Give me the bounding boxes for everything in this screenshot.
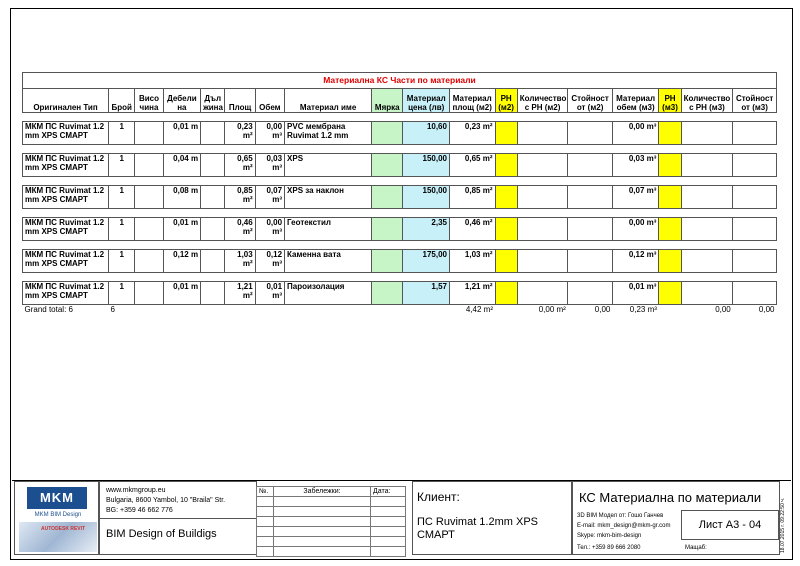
cell-count[interactable]: 1 [109, 250, 135, 273]
cell-thickness[interactable]: 0,01 m [163, 282, 200, 305]
notes-cell[interactable] [274, 547, 371, 557]
notes-cell[interactable] [257, 537, 274, 547]
notes-date-header: Дата: [371, 487, 406, 497]
cell-price[interactable]: 175,00 [403, 250, 450, 273]
cell-material[interactable]: Пароизолация [285, 282, 372, 305]
contact-phone: Тел.: +359 89 666 2080 [577, 545, 641, 551]
row-gap [23, 145, 777, 154]
sheet-title: КС Материална по материали [579, 490, 762, 505]
cell-price[interactable]: 150,00 [403, 186, 450, 209]
cell-cost-m3[interactable] [733, 122, 777, 145]
company-address: Bulgaria, 8600 Yambol, 10 "Braila" Str. [106, 497, 226, 504]
cell-mat-volume[interactable]: 0,00 m³ [612, 122, 659, 145]
cell-ph-m2[interactable] [495, 282, 517, 305]
table-row[interactable] [23, 282, 777, 305]
cell-volume[interactable]: 0,12 m³ [255, 250, 284, 273]
grand-total-empty [201, 305, 225, 317]
cell-area[interactable]: 1,21 m² [225, 282, 255, 305]
cell-cost-m2[interactable] [568, 186, 613, 209]
cell-type[interactable]: МКМ ПС Ruvimat 1.2 mm XPS СМАРТ [23, 122, 109, 145]
cell-volume[interactable]: 0,07 m³ [255, 186, 284, 209]
column-header: Стойност от (м3) [733, 89, 777, 113]
notes-cell[interactable] [274, 497, 371, 507]
column-header: Площ [225, 89, 255, 113]
cell-type[interactable]: МКМ ПС Ruvimat 1.2 mm XPS СМАРТ [23, 218, 109, 241]
cell-thickness[interactable]: 0,04 m [163, 154, 200, 177]
cell-volume[interactable]: 0,00 m³ [255, 218, 284, 241]
grand-total-mat-area: 4,42 m² [465, 305, 493, 314]
sheet-number: Лист А3 - 04 [681, 510, 779, 540]
notes-cell[interactable] [274, 527, 371, 537]
scale-label: Мащаб: [685, 545, 707, 551]
cell-qty-m2[interactable] [517, 186, 568, 209]
cell-mat-area[interactable]: 0,65 m² [449, 154, 495, 177]
cell-height[interactable] [135, 154, 163, 177]
cell-qty-m2[interactable] [517, 154, 568, 177]
notes-cell[interactable] [257, 517, 274, 527]
notes-cell[interactable] [257, 507, 274, 517]
column-header: Дъл жина [201, 89, 225, 113]
company-phone: BG: +359 46 662 776 [106, 507, 173, 514]
grand-total-row [23, 305, 777, 317]
company-info-box [99, 481, 257, 555]
notes-cell[interactable] [257, 497, 274, 507]
grand-total-empty [659, 305, 681, 317]
divider [100, 518, 256, 519]
grand-total-empty [225, 305, 255, 317]
gap-cell [23, 209, 777, 218]
cell-ph-m2[interactable] [495, 218, 517, 241]
cell-area[interactable]: 1,03 m² [225, 250, 255, 273]
gap-cell [23, 273, 777, 282]
contact-email: E-mail: mkm_design@mkm-gr.com [577, 523, 671, 529]
column-header: PH (м3) [659, 89, 681, 113]
grand-total-empty [285, 305, 372, 317]
notes-cell[interactable] [257, 527, 274, 537]
cell-mat-area[interactable]: 0,46 m² [449, 218, 495, 241]
cell-ph-m2[interactable] [495, 122, 517, 145]
sheet-info-box [572, 481, 780, 555]
cell-unit[interactable] [372, 250, 403, 273]
notes-cell[interactable] [274, 507, 371, 517]
cell-area[interactable]: 0,23 m² [225, 122, 255, 145]
cell-area[interactable]: 0,46 m² [225, 218, 255, 241]
row-gap [23, 209, 777, 218]
cell-mat-volume[interactable]: 0,12 m³ [612, 250, 659, 273]
model-author: 3D BIM Модел от: Гошо Ганчев [577, 513, 664, 519]
client-box [412, 481, 572, 555]
grand-total-empty [372, 305, 403, 317]
table-row[interactable] [23, 250, 777, 273]
gap-cell [23, 113, 777, 122]
cell-qty-m3[interactable] [681, 186, 733, 209]
cell-type[interactable]: МКМ ПС Ruvimat 1.2 mm XPS СМАРТ [23, 154, 109, 177]
column-header: Стойност от (м2) [568, 89, 613, 113]
cell-cost-m3[interactable] [733, 154, 777, 177]
cell-length[interactable] [201, 154, 225, 177]
cell-length[interactable] [201, 186, 225, 209]
cell-unit[interactable] [372, 154, 403, 177]
gap-cell [23, 145, 777, 154]
schedule-header-row [23, 89, 777, 113]
row-gap [23, 241, 777, 250]
cell-cost-m3[interactable] [733, 218, 777, 241]
grand-total-empty [403, 305, 450, 317]
cell-length[interactable] [201, 218, 225, 241]
notes-cell[interactable] [371, 537, 406, 547]
column-header: Материал цена (лв) [403, 89, 450, 113]
notes-cell[interactable] [371, 497, 406, 507]
cell-thickness[interactable]: 0,01 m [163, 122, 200, 145]
cell-height[interactable] [135, 218, 163, 241]
company-website[interactable]: www.mkmgroup.eu [106, 487, 166, 494]
column-header: PH (м2) [495, 89, 517, 113]
notes-header: Забележки: [274, 487, 371, 497]
cell-cost-m3[interactable] [733, 250, 777, 273]
cell-thickness[interactable]: 0,12 m [163, 250, 200, 273]
autodesk-revit-label: AUTODESK REVIT [41, 526, 86, 532]
cell-qty-m3[interactable] [681, 218, 733, 241]
cell-mat-volume[interactable]: 0,01 m³ [612, 282, 659, 305]
cell-price[interactable]: 1,57 [403, 282, 450, 305]
grand-total-cost-m2: 0,00 [594, 305, 611, 314]
column-header: Количество с PH (м3) [681, 89, 733, 113]
cell-count[interactable]: 1 [109, 122, 135, 145]
grand-total-mat-volume: 0,23 m³ [629, 305, 657, 314]
cell-ph-m3[interactable] [659, 122, 681, 145]
cell-material[interactable]: PVC мембрана Ruvimat 1.2 mm [285, 122, 372, 145]
cell-qty-m3[interactable] [681, 154, 733, 177]
row-gap [23, 113, 777, 122]
logo-image [19, 522, 97, 552]
cell-ph-m2[interactable] [495, 186, 517, 209]
cell-unit[interactable] [372, 186, 403, 209]
grand-total-qty-m3: 0,00 [715, 305, 731, 314]
cell-qty-m3[interactable] [681, 250, 733, 273]
cell-thickness[interactable]: 0,08 m [163, 186, 200, 209]
column-header: Висо чина [135, 89, 163, 113]
notes-cell[interactable] [371, 547, 406, 557]
column-header: Оригинален Тип [23, 89, 109, 113]
grand-total-qty-m2: 0,00 m² [538, 305, 566, 314]
cell-cost-m2[interactable] [568, 282, 613, 305]
grand-total-empty [495, 305, 517, 317]
logo-box [14, 481, 99, 555]
table-row[interactable] [23, 154, 777, 177]
grand-total-label: Grand total: 6 [24, 305, 73, 314]
notes-no-header: №. [257, 487, 274, 497]
notes-cell[interactable] [371, 507, 406, 517]
notes-cell[interactable] [371, 517, 406, 527]
cell-cost-m2[interactable] [568, 154, 613, 177]
grand-total-count: 6 [110, 305, 115, 314]
cell-mat-area[interactable]: 1,03 m² [449, 250, 495, 273]
cell-length[interactable] [201, 282, 225, 305]
cell-mat-volume[interactable]: 0,00 m³ [612, 218, 659, 241]
cell-ph-m3[interactable] [659, 282, 681, 305]
cell-thickness[interactable]: 0,01 m [163, 218, 200, 241]
table-row[interactable] [23, 186, 777, 209]
cell-ph-m3[interactable] [659, 218, 681, 241]
gap-cell [23, 177, 777, 186]
cell-qty-m3[interactable] [681, 122, 733, 145]
cell-qty-m3[interactable] [681, 282, 733, 305]
cell-height[interactable] [135, 122, 163, 145]
row-gap [23, 177, 777, 186]
schedule-title: Материална КС Части по материали [23, 73, 777, 89]
cell-price[interactable]: 2,35 [403, 218, 450, 241]
cell-qty-m2[interactable] [517, 122, 568, 145]
company-slogan: BIM Design of Buildigs [106, 528, 217, 540]
client-label: Клиент: [417, 490, 460, 504]
column-header: Материал име [285, 89, 372, 113]
cell-price[interactable]: 150,00 [403, 154, 450, 177]
cell-mat-volume[interactable]: 0,03 m³ [612, 154, 659, 177]
notes-table [256, 486, 406, 557]
grand-total-empty [255, 305, 284, 317]
cell-length[interactable] [201, 122, 225, 145]
cell-material[interactable]: XPS за наклон [285, 186, 372, 209]
cell-mat-area[interactable]: 0,85 m² [449, 186, 495, 209]
cell-count[interactable]: 1 [109, 186, 135, 209]
cell-ph-m3[interactable] [659, 250, 681, 273]
cell-mat-area[interactable]: 0,23 m² [449, 122, 495, 145]
grand-total-empty [135, 305, 163, 317]
cell-count[interactable]: 1 [109, 218, 135, 241]
cell-type[interactable]: МКМ ПС Ruvimat 1.2 mm XPS СМАРТ [23, 250, 109, 273]
cell-material[interactable]: Каменна вата [285, 250, 372, 273]
cell-qty-m2[interactable] [517, 282, 568, 305]
cell-qty-m2[interactable] [517, 218, 568, 241]
project-name: ПС Ruvimat 1.2mm XPS СМАРТ [417, 516, 538, 541]
cell-mat-area[interactable]: 1,21 m² [449, 282, 495, 305]
cell-area[interactable]: 0,85 m² [225, 186, 255, 209]
column-header: Количество с PH (м2) [517, 89, 568, 113]
cell-material[interactable]: XPS [285, 154, 372, 177]
notes-cell[interactable] [257, 547, 274, 557]
cell-cost-m3[interactable] [733, 282, 777, 305]
cell-cost-m2[interactable] [568, 122, 613, 145]
cell-count[interactable]: 1 [109, 282, 135, 305]
title-block [12, 480, 791, 561]
cell-material[interactable]: Геотекстил [285, 218, 372, 241]
cell-ph-m3[interactable] [659, 154, 681, 177]
cell-ph-m2[interactable] [495, 154, 517, 177]
notes-cell[interactable] [371, 527, 406, 537]
mkm-logo: MKM [27, 487, 87, 509]
table-row[interactable] [23, 218, 777, 241]
column-header: Обем [255, 89, 284, 113]
cell-type[interactable]: МКМ ПС Ruvimat 1.2 mm XPS СМАРТ [23, 282, 109, 305]
cell-price[interactable]: 10,60 [403, 122, 450, 145]
row-gap [23, 273, 777, 282]
column-header: Дебели на [163, 89, 200, 113]
column-header: Материал обем (м3) [612, 89, 659, 113]
cell-unit[interactable] [372, 218, 403, 241]
cell-volume[interactable]: 0,03 m³ [255, 154, 284, 177]
cell-unit[interactable] [372, 282, 403, 305]
date-stamp: 18.07.2015 г. 09:22:50 ч. [780, 497, 786, 553]
cell-qty-m2[interactable] [517, 250, 568, 273]
cell-ph-m2[interactable] [495, 250, 517, 273]
logo-subtitle: MKM BIM Design [34, 512, 82, 518]
column-header: Брой [109, 89, 135, 113]
cell-cost-m2[interactable] [568, 250, 613, 273]
cell-height[interactable] [135, 186, 163, 209]
column-header: Материал площ (м2) [449, 89, 495, 113]
column-header: Мярка [372, 89, 403, 113]
cell-cost-m3[interactable] [733, 186, 777, 209]
cell-mat-volume[interactable]: 0,07 m³ [612, 186, 659, 209]
cell-length[interactable] [201, 250, 225, 273]
cell-height[interactable] [135, 250, 163, 273]
gap-cell [23, 241, 777, 250]
cell-count[interactable]: 1 [109, 154, 135, 177]
contact-skype: Skype: mkm-bim-design [577, 533, 642, 539]
grand-total-cost-m3: 0,00 [758, 305, 775, 314]
cell-type[interactable]: МКМ ПС Ruvimat 1.2 mm XPS СМАРТ [23, 186, 109, 209]
cell-unit[interactable] [372, 122, 403, 145]
notes-cell[interactable] [274, 537, 371, 547]
material-schedule-table [22, 72, 777, 316]
cell-ph-m3[interactable] [659, 186, 681, 209]
notes-cell[interactable] [274, 517, 371, 527]
grand-total-empty [163, 305, 200, 317]
table-row[interactable] [23, 122, 777, 145]
cell-volume[interactable]: 0,00 m³ [255, 122, 284, 145]
cell-cost-m2[interactable] [568, 218, 613, 241]
cell-volume[interactable]: 0,01 m³ [255, 282, 284, 305]
cell-area[interactable]: 0,65 m² [225, 154, 255, 177]
cell-height[interactable] [135, 282, 163, 305]
